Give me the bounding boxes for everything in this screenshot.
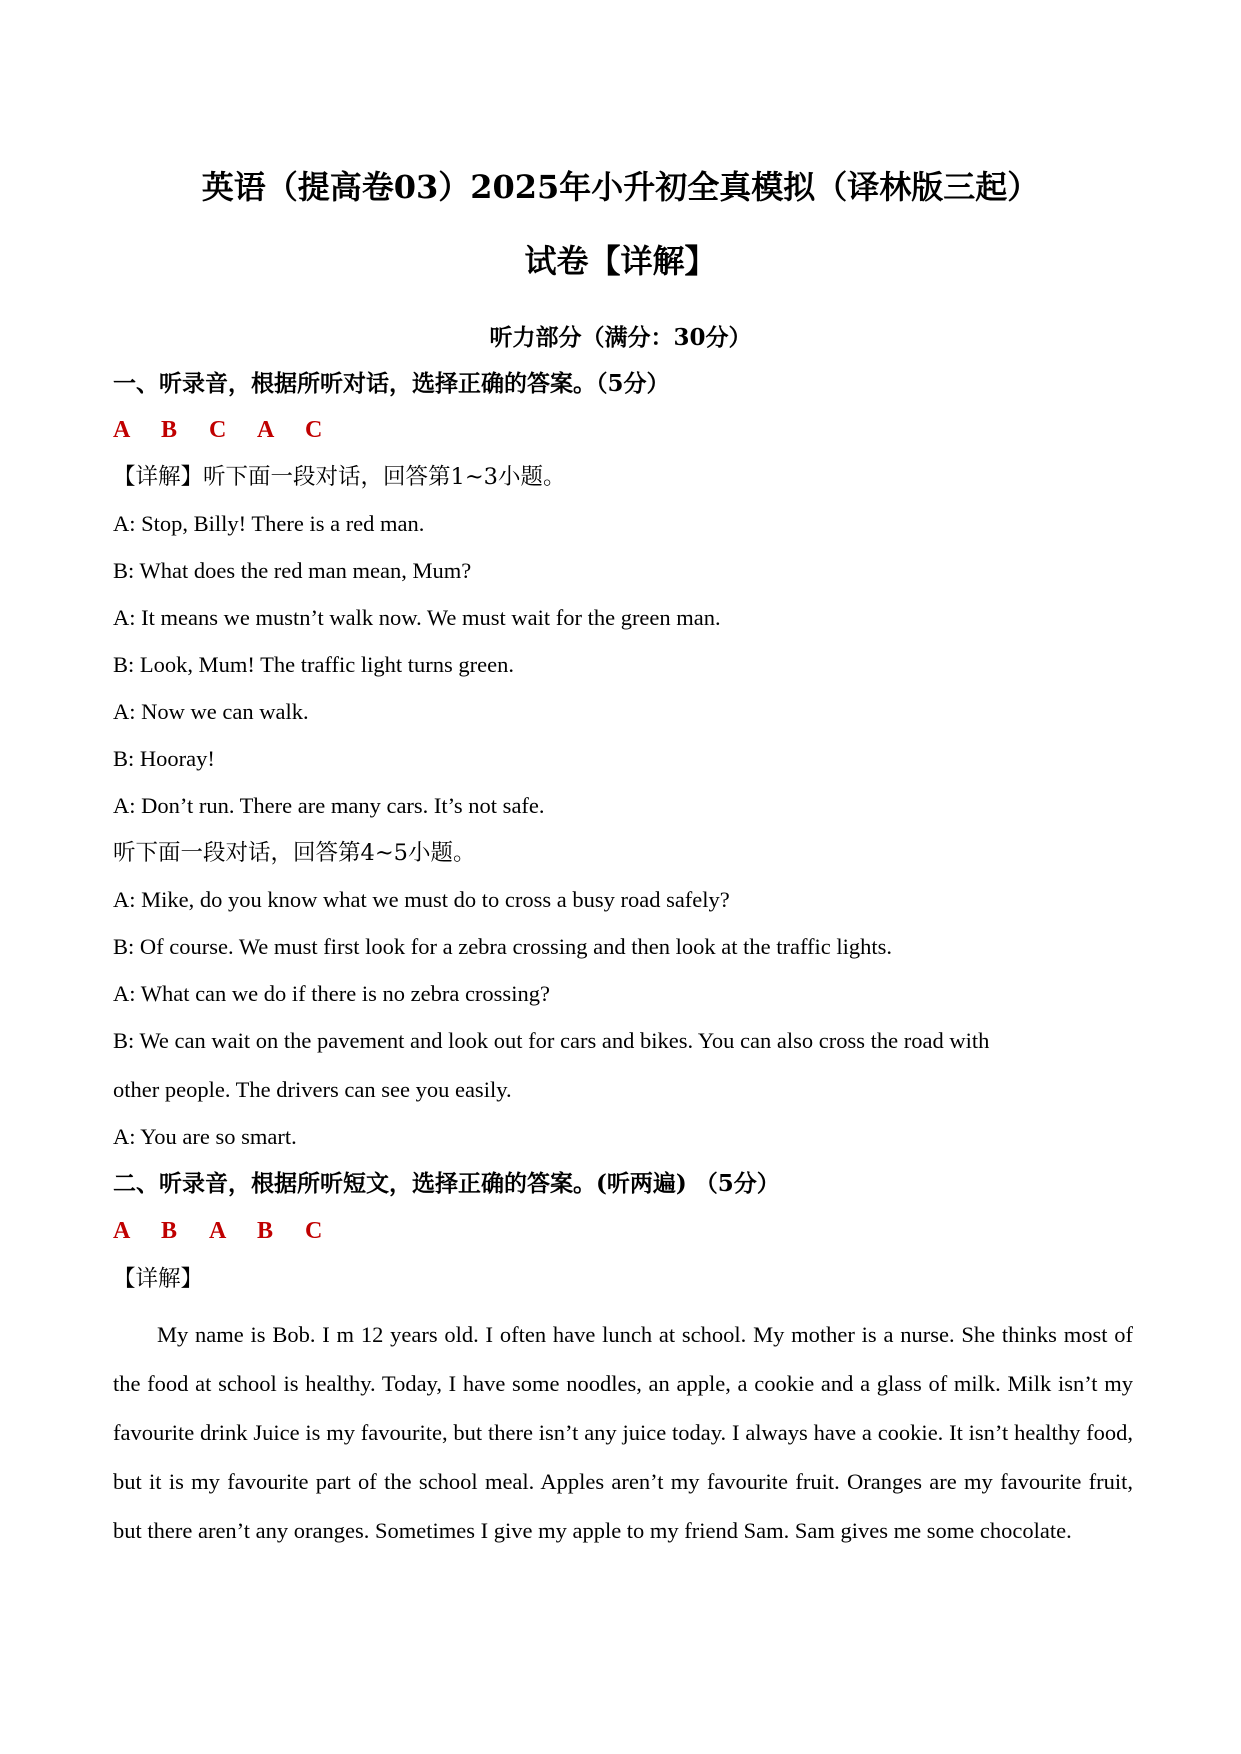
document-title: 英语（提高卷03）2025年小升初全真模拟（译林版三起） bbox=[201, 168, 1040, 206]
dialogue-line: A: Now we can walk. bbox=[113, 699, 309, 724]
answer-5: C bbox=[305, 417, 323, 443]
dialogue-line: A: Stop, Billy! There is a red man. bbox=[113, 511, 425, 536]
document-subtitle: 试卷【详解】 bbox=[524, 242, 717, 280]
dialogue-line: B: Of course. We must first look for a zebra crossing and then look at the traffic lights. bbox=[113, 934, 893, 959]
part1-answers bbox=[113, 414, 1113, 446]
dialogue-line: B: Look, Mum! The traffic light turns green. bbox=[113, 652, 514, 677]
dialogue-line: B: We can wait on the pavement and look out for cars and bikes. You can also cross the road with bbox=[113, 1028, 990, 1053]
part1-block bbox=[113, 368, 1113, 400]
part1-explain-intro: 【详解】听下面一段对话，回答第1~3小题。 bbox=[113, 464, 566, 490]
answer-3: C bbox=[209, 417, 227, 443]
answer-4: A bbox=[257, 417, 275, 443]
part1-intro2: 听下面一段对话，回答第4~5小题。 bbox=[113, 840, 476, 866]
dialogue-line: A: You are so smart. bbox=[113, 1124, 297, 1149]
part2-explain-label: 【详解】 bbox=[113, 1266, 204, 1292]
answer-5: C bbox=[305, 1218, 323, 1244]
dialogue-line: B: Hooray! bbox=[113, 746, 215, 771]
answer-1: A bbox=[113, 1218, 131, 1244]
answer-1: A bbox=[113, 417, 131, 443]
listening-section-header: 听力部分（满分：30分） bbox=[489, 324, 752, 351]
dialogue-line: A: It means we mustn’t walk now. We must wait for the green man. bbox=[113, 605, 721, 630]
dialogue-line: A: What can we do if there is no zebra crossing? bbox=[113, 981, 550, 1006]
part2-block bbox=[113, 1168, 1113, 1200]
answer-4: B bbox=[257, 1218, 274, 1244]
part2-answers bbox=[113, 1215, 1113, 1247]
dialogue-line: other people. The drivers can see you easily. bbox=[113, 1077, 512, 1102]
answer-3: A bbox=[209, 1218, 227, 1244]
part2-passage: My name is Bob. I m 12 years old. I often have lunch at school. My mother is a nurse. She thinks most of the food at school is healthy. Today, I have some noodles, an apple, a cookie and a glass of milk. Milk isn’t my favourite drink Juice is my favourite, but there isn’t any juice today. I always have a cookie. It isn’t healthy food, but it is my favourite part of the school meal. Apples aren’t my favourite fruit. Oranges are my favourite fruit, but there aren’t any oranges. Sometimes I give my apple to my friend Sam. Sam gives me some chocolate. bbox=[113, 1322, 1133, 1543]
part2-heading: 二、听录音，根据所听短文，选择正确的答案。(听两遍) （5分） bbox=[113, 1170, 780, 1197]
part1-heading: 一、听录音，根据所听对话，选择正确的答案。（5分） bbox=[113, 370, 670, 397]
dialogue-line: A: Don’t run. There are many cars. It’s not safe. bbox=[113, 793, 545, 818]
answer-2: B bbox=[161, 417, 178, 443]
answer-2: B bbox=[161, 1218, 178, 1244]
dialogue-line: B: What does the red man mean, Mum? bbox=[113, 558, 472, 583]
dialogue-line: A: Mike, do you know what we must do to cross a busy road safely? bbox=[113, 887, 730, 912]
